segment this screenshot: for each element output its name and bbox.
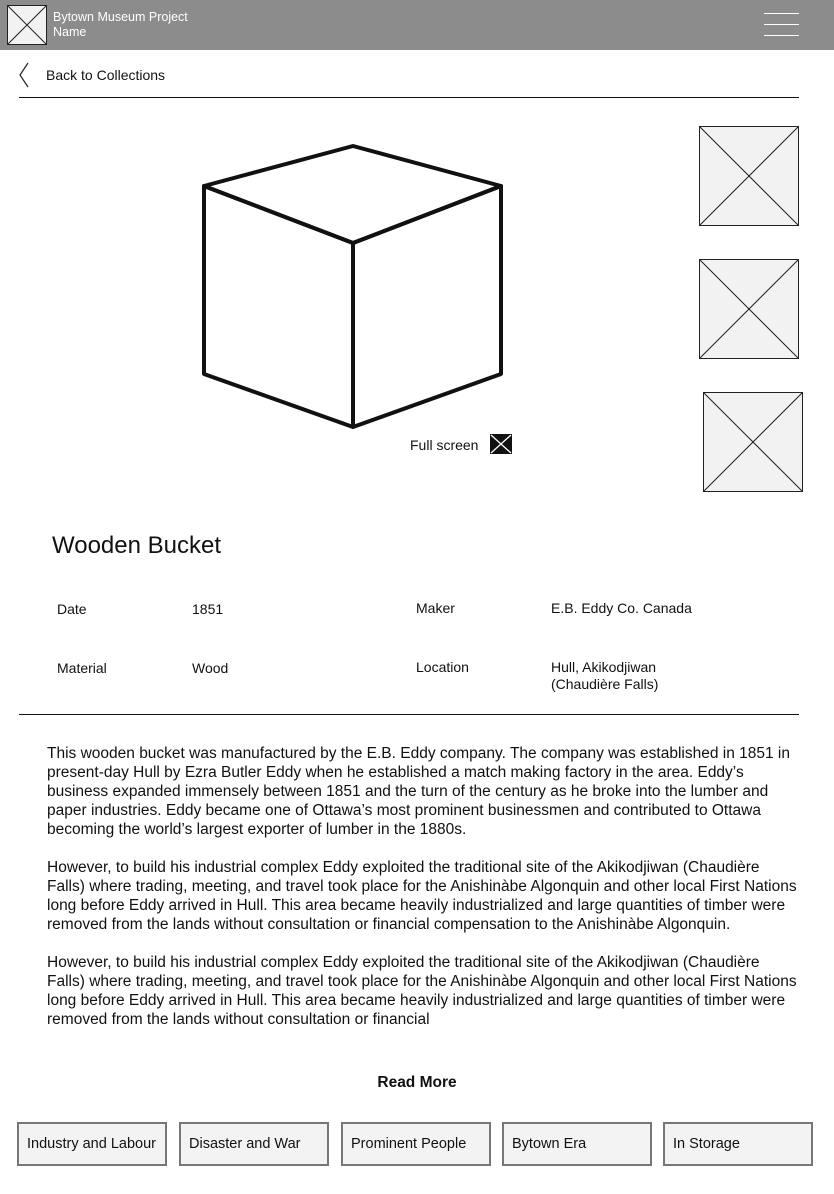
thumbnail-2-image-placeholder-icon[interactable] <box>699 259 799 359</box>
3d-cube-icon[interactable] <box>195 138 515 438</box>
date-value: 1851 <box>192 601 224 617</box>
material-value: Wood <box>192 660 229 676</box>
location-label: Location <box>416 659 469 675</box>
material-label: Material <box>57 660 107 676</box>
details-divider <box>19 714 799 715</box>
thumbnail-3-image-placeholder-icon[interactable] <box>703 392 803 492</box>
maker-label: Maker <box>416 600 455 616</box>
tag-disaster-and-war[interactable]: Disaster and War <box>179 1122 329 1166</box>
description-paragraph-2: However, to build his industrial complex Eddy exploited the traditional site of the Akikodjiwan (Chaudière Falls) where trading, meeting, and travel took place for the Anishinàbe Algonquin and other local First Nations long before Eddy arrived in Hull. This area became heavily industrialized and large quantities of timber were removed from the lands without consultation or financial compensation to the Anishinàbe Algonquin. <box>47 859 797 933</box>
brand-name[interactable]: Bytown Museum Project Name <box>53 10 188 39</box>
location-value: Hull, Akikodjiwan (Chaudière Falls) <box>551 659 659 692</box>
maker-value: E.B. Eddy Co. Canada <box>551 600 692 616</box>
read-more-button[interactable]: Read More <box>377 1074 457 1091</box>
tag-in-storage[interactable]: In Storage <box>663 1122 813 1166</box>
fullscreen-icon <box>490 434 512 454</box>
top-bar <box>0 0 834 50</box>
thumbnail-1-image-placeholder-icon[interactable] <box>699 126 799 226</box>
description-paragraph-1: This wooden bucket was manufactured by the E.B. Eddy company. The company was established in 1851 in present-day Hull by Ezra Butler Eddy when he established a match making factory in the area. Eddy’s business expanded immensely between 1851 and the turn of the century as he broke into the lumber and paper industries. Eddy became one of Ottawa’s most prominent businessmen and contributed to Ottawa becoming the world’s largest exporter of lumber in the 1880s. <box>47 745 790 838</box>
tag-industry-and-labour[interactable]: Industry and Labour <box>17 1122 167 1166</box>
tag-bytown-era[interactable]: Bytown Era <box>502 1122 652 1166</box>
date-label: Date <box>57 601 87 617</box>
top-divider <box>19 97 799 98</box>
back-to-collections-link[interactable] <box>18 62 218 88</box>
artifact-title: Wooden Bucket <box>52 532 221 559</box>
logo-placeholder-icon[interactable] <box>7 5 47 45</box>
artifact-description <box>47 744 799 1046</box>
description-paragraph-3: However, to build his industrial complex Eddy exploited the traditional site of the Akikodjiwan (Chaudière Falls) where trading, meeting, and travel took place for the Anishinàbe Algonquin and other local First Nations long before Eddy arrived in Hull. This area became heavily industrialized and large quantities of timber were removed from the lands without consultation or financial <box>47 954 797 1028</box>
hamburger-menu-icon[interactable] <box>760 12 800 38</box>
chevron-left-icon <box>18 62 30 88</box>
fullscreen-button[interactable] <box>408 433 528 455</box>
back-link-label: Back to Collections <box>46 67 166 83</box>
fullscreen-label: Full screen <box>410 437 479 453</box>
tag-prominent-people[interactable]: Prominent People <box>341 1122 491 1166</box>
